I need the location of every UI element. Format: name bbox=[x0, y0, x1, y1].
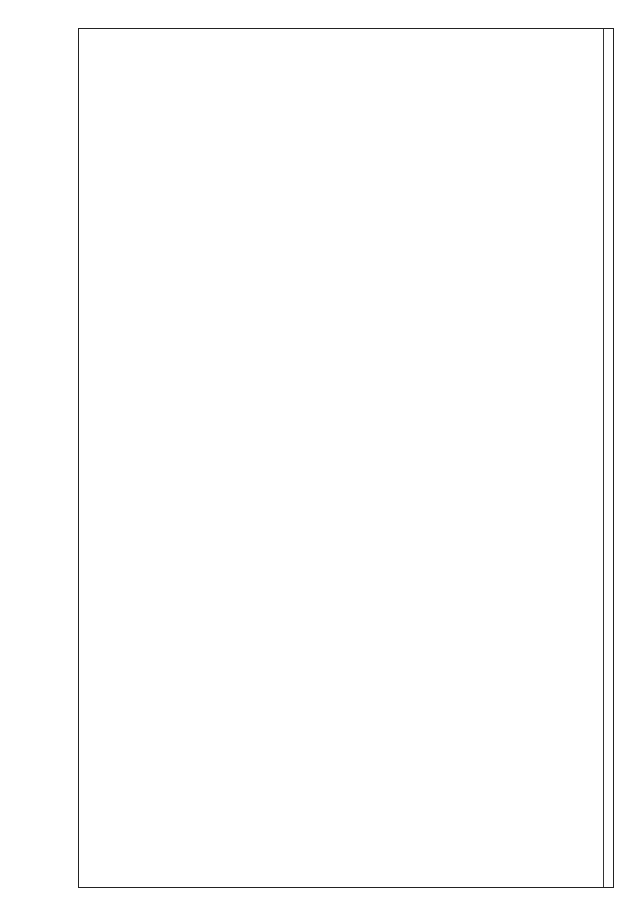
rotated-table-wrapper bbox=[78, 28, 614, 888]
table-border bbox=[78, 28, 614, 888]
financing-table bbox=[78, 28, 614, 888]
top-rows-strip bbox=[603, 28, 614, 888]
